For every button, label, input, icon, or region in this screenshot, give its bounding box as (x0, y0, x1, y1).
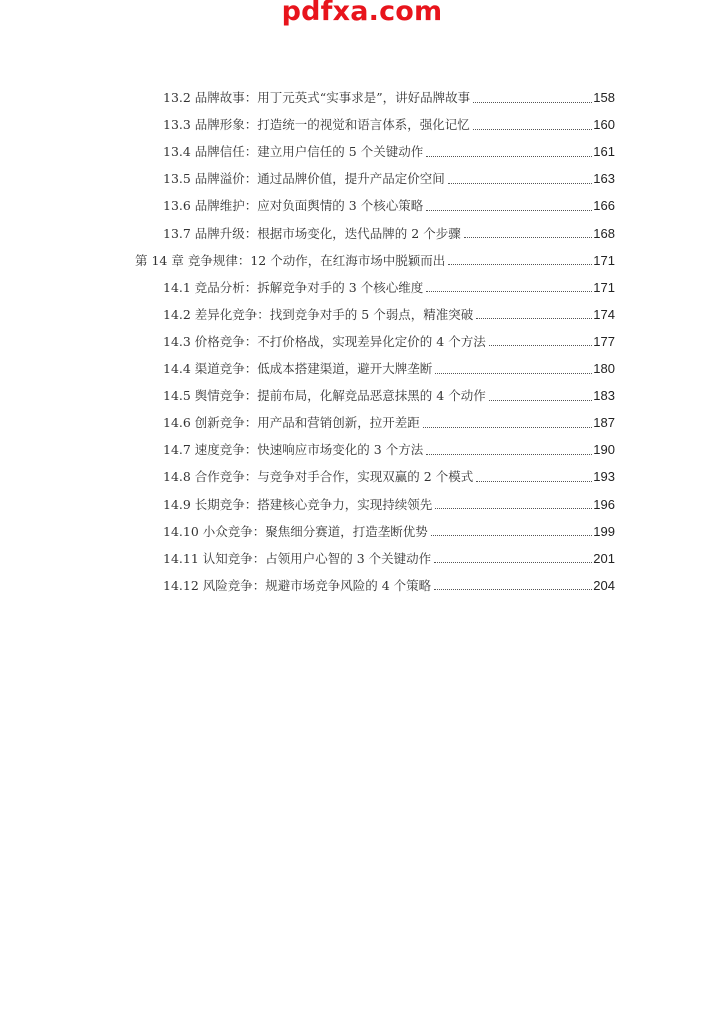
toc-section-entry (163, 576, 615, 596)
toc-dot-leader (464, 237, 593, 238)
toc-dot-leader (448, 183, 592, 184)
toc-section-entry (163, 522, 615, 542)
toc-dot-leader (434, 562, 592, 563)
toc-section-entry (163, 305, 615, 325)
toc-dot-leader (473, 129, 592, 130)
toc-page-number: 199 (593, 523, 615, 539)
toc-page-number: 193 (593, 469, 615, 485)
toc-entry-title: 14.12 风险竞争：规避市场竞争风险的 4 个策略 (163, 577, 432, 593)
toc-page-number: 204 (593, 577, 615, 593)
toc-section-entry (163, 359, 615, 379)
toc-entry-title: 13.7 品牌升级：根据市场变化，迭代品牌的 2 个步骤 (163, 225, 461, 241)
toc-section-entry (163, 278, 615, 298)
toc-dot-leader (473, 102, 592, 103)
toc-entry-title: 13.4 品牌信任：建立用户信任的 5 个关键动作 (163, 144, 424, 160)
toc-entry-title: 14.6 创新竞争：用产品和营销创新，拉开差距 (163, 415, 420, 431)
toc-entry-title: 第 14 章 竞争规律：12 个动作，在红海市场中脱颖而出 (135, 252, 446, 268)
toc-entry-title: 13.5 品牌溢价：通过品牌价值，提升产品定价空间 (163, 171, 445, 187)
toc-entry-title: 14.4 渠道竞争：低成本搭建渠道，避开大牌垄断 (163, 361, 433, 376)
toc-section-entry (163, 332, 615, 352)
toc-dot-leader (435, 508, 592, 509)
toc-dot-leader (435, 373, 592, 374)
toc-page-number: 177 (593, 333, 615, 349)
toc-section-entry (163, 413, 615, 433)
toc-dot-leader (476, 481, 592, 482)
toc-page-number: 174 (593, 306, 615, 322)
toc-page-number: 158 (593, 90, 615, 105)
toc-page-number: 190 (593, 442, 615, 458)
toc-entry-title: 14.2 差异化竞争：找到竞争对手的 5 个弱点，精准突破 (163, 306, 474, 322)
toc-section-entry (163, 495, 615, 515)
toc-entry-title: 14.9 长期竞争：搭建核心竞争力，实现持续领先 (163, 496, 433, 512)
toc-dot-leader (476, 318, 592, 319)
toc-dot-leader (426, 156, 592, 157)
toc-page-number: 168 (593, 225, 615, 241)
toc-entry-title: 14.7 速度竞争：快速响应市场变化的 3 个方法 (163, 442, 424, 458)
toc-dot-leader (448, 264, 592, 265)
watermark-logo: pdfxa.com (281, 0, 443, 27)
toc-page-number: 160 (593, 117, 615, 133)
toc-page-number: 166 (593, 198, 615, 214)
toc-dot-leader (489, 400, 593, 401)
toc-page-number: 201 (593, 550, 615, 566)
toc-section-entry (163, 549, 615, 569)
toc-section-entry (163, 88, 615, 108)
toc-page-number: 180 (593, 361, 615, 376)
toc-section-entry (163, 224, 615, 244)
toc-entry-title: 14.10 小众竞争：聚焦细分赛道，打造垄断优势 (163, 523, 428, 539)
toc-page-number: 161 (593, 144, 615, 160)
toc-entry-title: 14.1 竞品分析：拆解竞争对手的 3 个核心维度 (163, 279, 424, 295)
toc-page-number: 171 (593, 279, 615, 295)
toc-section-entry (163, 196, 615, 216)
toc-entry-title: 14.3 价格竞争：不打价格战，实现差异化定价的 4 个方法 (163, 333, 486, 349)
toc-entry-title: 14.11 认知竞争：占领用户心智的 3 个关键动作 (163, 550, 432, 566)
toc-entry-title: 14.5 舆情竞争：提前布局，化解竞品恶意抹黑的 4 个动作 (163, 388, 486, 404)
toc-dot-leader (431, 535, 593, 536)
toc-entry-title: 13.6 品牌维护：应对负面舆情的 3 个核心策略 (163, 198, 424, 214)
toc-dot-leader (426, 210, 592, 211)
toc-dot-leader (489, 345, 593, 346)
toc-page-number: 163 (593, 171, 615, 187)
toc-entry-title: 14.8 合作竞争：与竞争对手合作，实现双赢的 2 个模式 (163, 469, 474, 485)
toc-section-entry (163, 467, 615, 487)
toc-section-entry (163, 169, 615, 189)
toc-dot-leader (434, 589, 592, 590)
toc-entry-title: 13.3 品牌形象：打造统一的视觉和语言体系，强化记忆 (163, 117, 470, 133)
toc-dot-leader (426, 454, 592, 455)
toc-section-entry (163, 115, 615, 135)
toc-chapter-entry (135, 251, 615, 271)
toc-page-number: 171 (593, 252, 615, 268)
toc-entry-title: 13.2 品牌故事：用丁元英式“实事求是”，讲好品牌故事 (163, 90, 471, 105)
toc-page-number: 196 (593, 496, 615, 512)
toc-section-entry (163, 386, 615, 406)
toc-dot-leader (423, 427, 592, 428)
toc-section-entry (163, 142, 615, 162)
toc-dot-leader (426, 291, 592, 292)
toc-page-number: 187 (593, 415, 615, 431)
toc-page-number: 183 (593, 388, 615, 404)
toc-section-entry (163, 440, 615, 460)
